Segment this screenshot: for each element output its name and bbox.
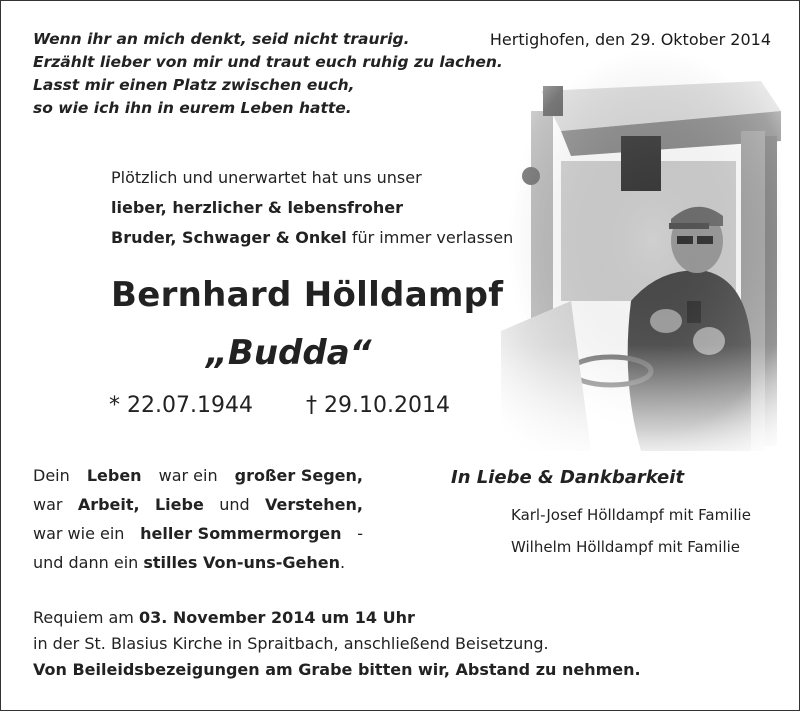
verse-line-3 bbox=[33, 519, 363, 548]
place-date: Hertighofen, den 29. Oktober 2014 bbox=[489, 30, 771, 49]
requiem-datetime: 03. November 2014 um 14 Uhr bbox=[138, 608, 415, 627]
verse-word: Leben bbox=[86, 466, 142, 485]
member-name: Wilhelm Hölldampf bbox=[511, 538, 654, 556]
verse-word: war wie ein bbox=[33, 524, 125, 543]
portrait-photo bbox=[461, 51, 781, 471]
life-dates bbox=[109, 393, 450, 418]
intro-text bbox=[111, 163, 513, 253]
member-name: Karl-Josef Hölldampf bbox=[511, 506, 664, 524]
verse-word: großer Segen, bbox=[234, 466, 363, 485]
birth-date: * 22.07.1944 bbox=[109, 393, 253, 418]
verse-word: und dann ein bbox=[33, 553, 144, 572]
verse bbox=[33, 461, 363, 577]
deceased-name: Bernhard Hölldampf bbox=[111, 275, 504, 315]
intro-line-2: lieber, herzlicher & lebensfroher bbox=[111, 198, 403, 217]
verse-word: und bbox=[219, 495, 250, 514]
intro-line-3 bbox=[111, 223, 513, 253]
requiem-label: Requiem am bbox=[33, 608, 139, 627]
poem bbox=[33, 28, 503, 120]
intro-line-1: Plötzlich und unerwartet hat uns unser bbox=[111, 168, 422, 187]
poem-line: so wie ich ihn in eurem Leben hatte. bbox=[33, 99, 352, 117]
verse-word: Dein bbox=[33, 466, 70, 485]
poem-line: Erzählt lieber von mir und traut euch ruhig zu lachen. bbox=[33, 53, 503, 71]
relation-text: Bruder, Schwager & Onkel bbox=[111, 228, 347, 247]
intro-line-3-rest: für immer verlassen bbox=[346, 228, 514, 247]
verse-line-4 bbox=[33, 548, 363, 577]
requiem-info bbox=[33, 605, 641, 683]
verse-word: war ein bbox=[158, 466, 218, 485]
verse-line-2 bbox=[33, 490, 363, 519]
verse-word: war bbox=[33, 495, 63, 514]
verse-word: stilles Von-uns-Gehen bbox=[143, 553, 341, 572]
verse-word: Arbeit, bbox=[77, 495, 140, 514]
requiem-line-3: Von Beileidsbezeigungen am Grabe bitten wir, Abstand zu nehmen. bbox=[33, 660, 641, 679]
member-suffix: mit Familie bbox=[653, 538, 741, 556]
verse-word: Liebe bbox=[154, 495, 204, 514]
verse-word: heller Sommermorgen bbox=[140, 524, 342, 543]
family-list bbox=[511, 499, 751, 563]
deceased-nickname: „Budda“ bbox=[206, 333, 372, 373]
family-member bbox=[511, 499, 751, 531]
requiem-line-1 bbox=[33, 605, 641, 631]
verse-line-1 bbox=[33, 461, 363, 490]
poem-line: Wenn ihr an mich denkt, seid nicht traurig. bbox=[33, 30, 410, 48]
family-member bbox=[511, 531, 751, 563]
member-suffix: mit Familie bbox=[663, 506, 751, 524]
death-date: † 29.10.2014 bbox=[306, 393, 450, 418]
verse-word: - bbox=[357, 524, 363, 543]
verse-word: Verstehen, bbox=[264, 495, 363, 514]
requiem-line-2: in der St. Blasius Kirche in Spraitbach, anschließend Beisetzung. bbox=[33, 634, 549, 653]
poem-line: Lasst mir einen Platz zwischen euch, bbox=[33, 76, 355, 94]
family-title: In Liebe & Dankbarkeit bbox=[451, 467, 685, 488]
verse-word: . bbox=[340, 553, 346, 572]
